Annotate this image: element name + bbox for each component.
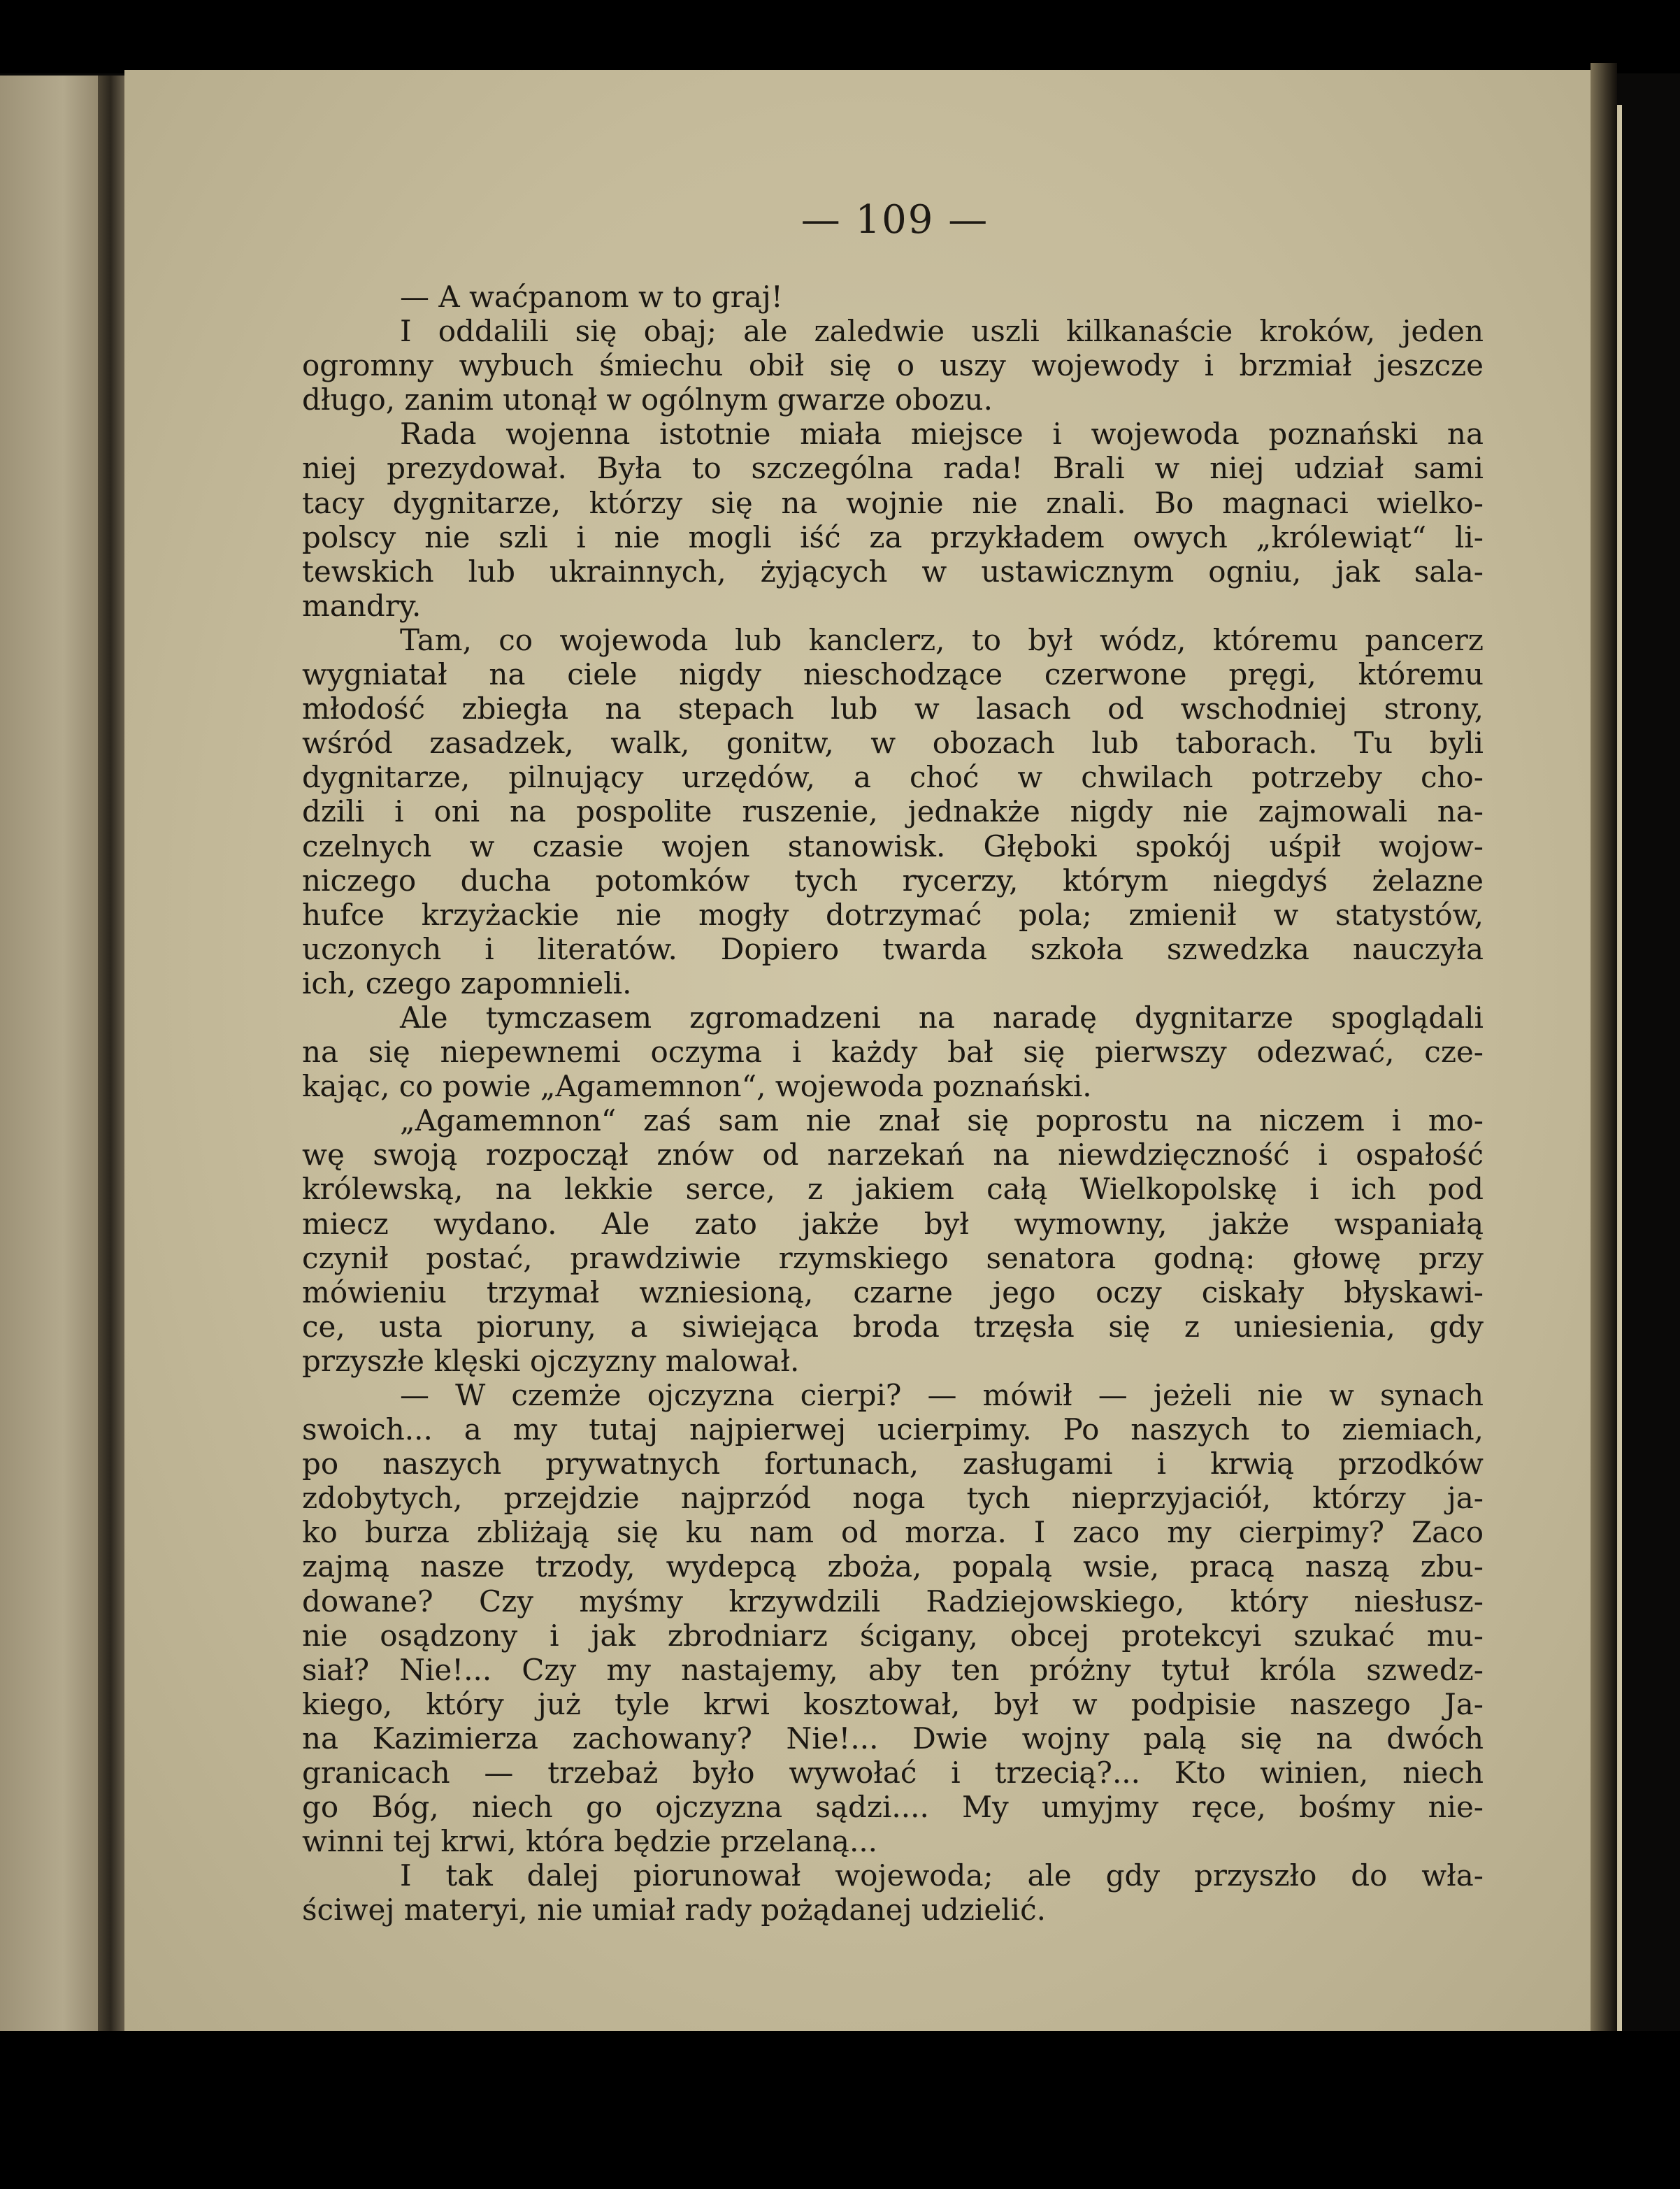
text-line: długo, zanim utonął w ogólnym gwarze obozu. — [302, 382, 993, 417]
text-line: wę swoją rozpoczął znów od narzekań na niewdzięczność i ospałość — [302, 1137, 1484, 1172]
text-line: dygnitarze, pilnujący urzędów, a choć w chwilach potrzeby cho- — [302, 760, 1484, 795]
book-cover-edge — [1591, 63, 1617, 2041]
text-line: niej prezydował. Była to szczególna rada! Brali w niej udział sami — [302, 451, 1484, 486]
text-line: mówieniu trzymał wzniesioną, czarne jego oczy ciskały błyskawi- — [302, 1275, 1484, 1309]
text-line: po naszych prywatnych fortunach, zasługami i krwią przodków — [302, 1447, 1484, 1481]
text-line: granicach — trzebaż było wywołać i trzecią?... Kto winien, niech — [302, 1756, 1484, 1790]
text-line: — W czemże ojczyzna cierpi? — mówił — jeżeli nie w synach — [400, 1378, 1484, 1412]
text-line: uczonych i literatów. Dopiero twarda szkoła szwedzka nauczyła — [302, 931, 1484, 966]
text-line: winni tej krwi, która będzie przelaną... — [302, 1824, 878, 1859]
text-line: czynił postać, prawdziwie rzymskiego senatora godną: głowę przy — [302, 1240, 1484, 1275]
text-line: młodość zbiegła na stepach lub w lasach od wschodniej strony, — [302, 691, 1484, 726]
text-line: Tam, co wojewoda lub kanclerz, to był wódz, któremu pancerz — [400, 622, 1484, 657]
scan-background-top — [0, 0, 1680, 73]
text-line: kiego, który już tyle krwi kosztował, był w podpisie naszego Ja- — [302, 1686, 1484, 1721]
text-line: Ale tymczasem zgromadzeni na naradę dygnitarze spoglądali — [400, 1000, 1484, 1035]
text-line: dzili i oni na pospolite ruszenie, jednakże nigdy nie zajmowali na- — [302, 794, 1484, 829]
text-line: nie osądzony i jak zbrodniarz ścigany, obcej protekcyi szukać mu- — [302, 1618, 1484, 1653]
text-line: hufce krzyżackie nie mogły dotrzymać pola; zmienił w statystów, — [302, 897, 1484, 932]
text-line: wygniatał na ciele nigdy nieschodzące czerwone pręgi, któremu — [302, 657, 1484, 692]
text-line: ściwej materyi, nie umiał rady pożądanej udzielić. — [302, 1893, 1046, 1928]
page-number: — 109 — — [800, 197, 989, 243]
text-line: miecz wydano. Ale zato jakże był wymowny, jakże wspaniałą — [302, 1206, 1484, 1241]
text-line: ko burza zbliżają się ku nam od morza. I zaco my cierpimy? Zaco — [302, 1515, 1484, 1550]
text-line: go Bóg, niech go ojczyzna sądzi.... My umyjmy ręce, bośmy nie- — [302, 1790, 1484, 1825]
text-line: królewską, na lekkie serce, z jakiem całą Wielkopolskę i ich pod — [302, 1172, 1484, 1207]
scan-background-bottom — [0, 2031, 1680, 2189]
text-line: tewskich lub ukrainnych, żyjących w ustawicznym ogniu, jak sala- — [302, 554, 1484, 589]
text-line: tacy dygnitarze, którzy się na wojnie nie znali. Bo magnaci wielko- — [302, 485, 1484, 520]
text-line: „Agamemnon“ zaś sam nie znał się poprostu na niczem i mo- — [400, 1103, 1484, 1138]
text-line: niczego ducha potomków tych rycerzy, którym niegdyś żelazne — [302, 863, 1484, 898]
text-line: ce, usta pioruny, a siwiejąca broda trzęsła się z uniesienia, gdy — [302, 1309, 1484, 1344]
text-line: siał? Nie!... Czy my nastajemy, aby ten próżny tytuł króla szwedz- — [302, 1652, 1484, 1687]
text-line: zdobytych, przejdzie najprzód noga tych nieprzyjaciół, którzy ja- — [302, 1481, 1484, 1516]
text-line: ich, czego zapomnieli. — [302, 966, 632, 1000]
text-line: wśród zasadzek, walk, gonitw, w obozach lub taborach. Tu byli — [302, 726, 1484, 761]
text-line: zajmą nasze trzody, wydepcą zboża, popalą wsie, pracą naszą zbu- — [302, 1549, 1484, 1584]
text-line: swoich... a my tutaj najpierwej ucierpimy. Po naszych to ziemiach, — [302, 1412, 1484, 1447]
text-line: I tak dalej piorunował wojewoda; ale gdy przyszło do wła- — [400, 1858, 1484, 1893]
text-line: polscy nie szli i nie mogli iść za przykładem owych „królewiąt“ li- — [302, 519, 1484, 554]
text-line: — A waćpanom w to graj! — [400, 280, 783, 314]
text-line: ogromny wybuch śmiechu obił się o uszy wojewody i brzmiał jeszcze — [302, 348, 1484, 383]
text-line: mandry. — [302, 588, 422, 623]
body-text — [302, 280, 1484, 1928]
text-line: na się niepewnemi oczyma i każdy bał się pierwszy odezwać, cze- — [302, 1035, 1484, 1070]
text-line: dowane? Czy myśmy krzywdzili Radziejowskiego, który niesłusz- — [302, 1584, 1484, 1619]
text-line: przyszłe klęski ojczyzny malował. — [302, 1343, 800, 1378]
text-line: I oddalili się obaj; ale zaledwie uszli kilkanaście kroków, jeden — [400, 314, 1484, 349]
text-line: Rada wojenna istotnie miała miejsce i wojewoda poznański na — [400, 417, 1484, 452]
text-line: czelnych w czasie wojen stanowisk. Głęboki spokój uśpił wojow- — [302, 828, 1484, 863]
book-gutter — [98, 76, 126, 2033]
facing-page-edge — [0, 76, 105, 2033]
text-line: na Kazimierza zachowany? Nie!... Dwie wojny palą się na dwóch — [302, 1721, 1484, 1756]
text-line: kając, co powie „Agamemnon“, wojewoda poznański. — [302, 1069, 1092, 1104]
